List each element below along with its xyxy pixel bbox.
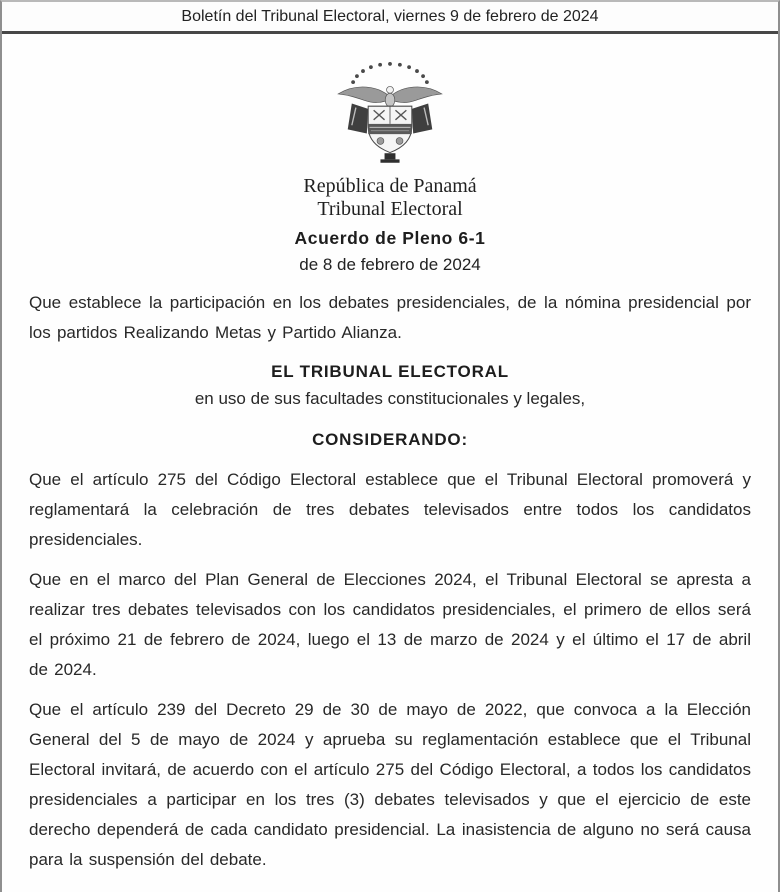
panama-coat-of-arms-icon [315,58,465,168]
bulletin-header [2,2,778,34]
considering-paragraph-3: Que el artículo 239 del Decreto 29 de 30 de mayo de 2022, que convoca a la Elección General del 5 de mayo de 2024 y aprueba su reglamentación establece que el Tribunal Electoral invitará, de acuerdo con el artículo 275 del Código Electoral, a todos los candidatos presidenciales a participar en los tres (3) debates televisados y que el ejercicio de este derecho dependerá de cada candidato presidencial. La inasistencia de alguno no será causa para la suspensión del debate. [29,700,751,869]
issuer-section [29,358,751,453]
emblem-container [315,58,465,173]
institution-title: Tribunal Electoral [317,198,463,220]
document-date: de 8 de febrero de 2024 [299,255,481,274]
faculties-line: en uso de sus facultades constitucionales y legales, [194,389,586,408]
considering-heading: CONSIDERANDO: [312,430,468,449]
considering-paragraph-1: Que el artículo 275 del Código Electoral establece que el Tribunal Electoral promoverá y reglamentará la celebración de tres debates televisados entre todos los candidatos presidenciales. [29,470,751,549]
bulletin-header-title: Boletín del Tribunal Electoral, viernes 9 de febrero de 2024 [181,7,599,25]
tribunal-heading: EL TRIBUNAL ELECTORAL [271,362,509,381]
republic-title: República de Panamá [303,175,477,197]
document-title: Acuerdo de Pleno 6-1 [294,228,486,248]
document-headings [2,175,778,278]
considering-paragraph-2: Que en el marco del Plan General de Elecciones 2024, el Tribunal Electoral se apresta a realizar tres debates televisados con los candidatos presidenciales, el primero de ellos será el próximo 21 de febrero de 2024, luego el 13 de marzo de 2024 y el último el 17 de abril de 2024. [29,570,751,679]
subject-paragraph: Que establece la participación en los debates presidenciales, de la nómina presidencial por los partidos Realizando Metas y Partido Alianza. [29,293,751,342]
document-body [29,288,751,875]
